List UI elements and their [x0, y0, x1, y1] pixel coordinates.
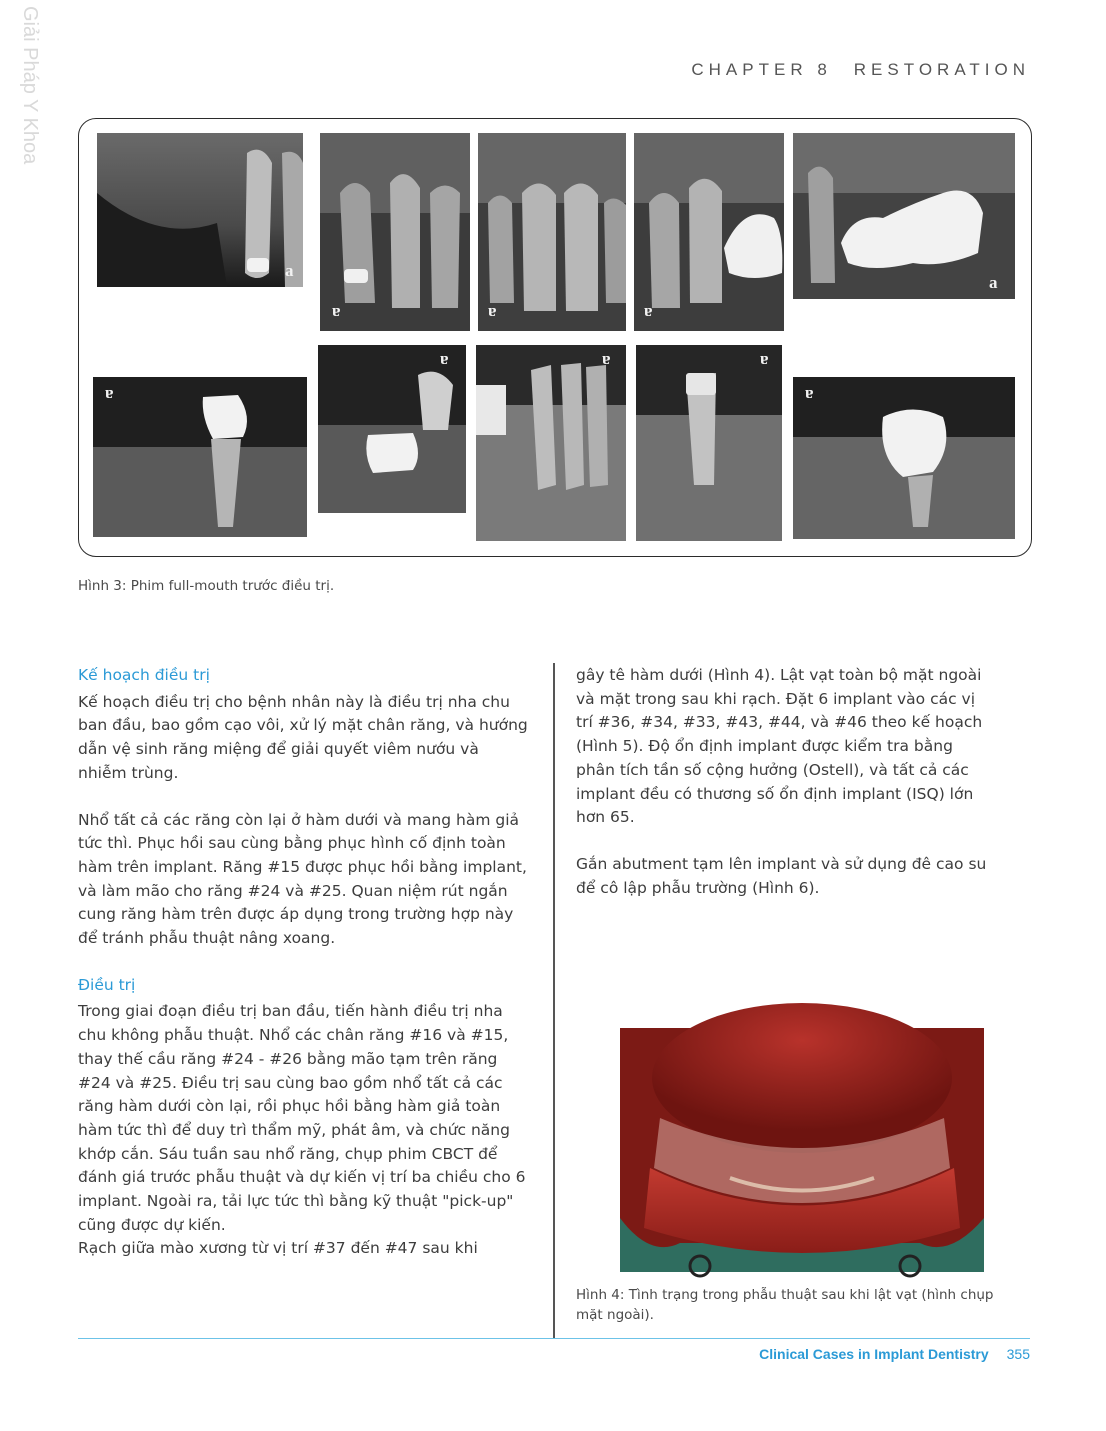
panel-label: a [989, 273, 998, 292]
paragraph: gây tê hàm dưới (Hình 4). Lật vạt toàn bộ mặt ngoài và mặt trong sau khi rạch. Đặt 6 implant vào các vị trí #36, #34, #33, #43, #44, và #46 theo kế hoạch (Hình 5). Độ ổn định implant được kiểm tra bằng phân tích tần số cộng hưởng (Ostell), và tất cả các implant đều có thương số ổn định implant (ISQ) lớn hơn 65. [576, 666, 983, 827]
panel-label: a [602, 352, 611, 371]
panel-label: a [332, 304, 341, 323]
radiograph-upper-anterior [478, 133, 626, 331]
radiograph-upper-left-molar [793, 133, 1015, 299]
radiograph-upper-right-premolar [320, 133, 470, 331]
paragraph: Nhổ tất cả các răng còn lại ở hàm dưới và mang hàm giả tức thì. Phục hồi sau cùng bằng phục hình cố định toàn hàm trên implant. Răng #15 được phục hồi bằng implant, và làm mão cho răng #24 và #25. Quan niệm rút ngắn cung răng hàm trên được áp dụng trong trường hợp này để tránh phẫu thuật nâng xoang. [78, 810, 527, 948]
figure-4-caption: Hình 4: Tình trạng trong phẫu thuật sau khi lật vạt (hình chụp mặt ngoài). [576, 1287, 994, 1323]
column-divider [553, 663, 555, 1338]
paragraph: Gắn abutment tạm lên implant và sử dụng đê cao su để cô lập phẫu trường (Hình 6). [576, 854, 987, 897]
paragraph: Kế hoạch điều trị cho bệnh nhân này là điều trị nha chu ban đầu, bao gồm cạo vôi, xử lý mặt chân răng, và hướng dẫn vệ sinh răng miệng để giải quyết viêm nướu và nhiễm trùng. [78, 692, 528, 782]
radiograph-lower-right-premolar [318, 345, 466, 513]
panel-label: a [440, 352, 449, 371]
panel-label: a [488, 304, 497, 323]
watermark-text [4, 4, 41, 174]
radiograph-lower-right-molar [93, 377, 307, 537]
panel-label: a [285, 261, 294, 280]
figure-3-radiograph-panel [78, 118, 1032, 557]
chapter-label: CHAPTER 8 [691, 60, 832, 79]
panel-label: a [105, 386, 114, 405]
radiograph-lower-anterior [476, 345, 626, 541]
panel-label: a [644, 304, 653, 323]
left-column [78, 664, 530, 1261]
radiograph-lower-left-premolar [636, 345, 782, 541]
figure-3-caption: Hình 3: Phim full-mouth trước điều trị. [78, 578, 335, 594]
radiograph-lower-left-molar [793, 377, 1015, 539]
running-header [691, 60, 1030, 80]
page-number: 355 [1006, 1346, 1030, 1362]
figure-4-intraoral-photo [620, 1028, 984, 1272]
radiograph-upper-left-premolar [634, 133, 784, 331]
footer-rule [78, 1338, 1030, 1339]
radiograph-upper-right-molar [97, 133, 303, 287]
heading-treatment: Điều trị [78, 975, 136, 994]
panel-label: a [805, 386, 814, 405]
svg-text:Giải Pháp Y Khoa: Giải Pháp Y Khoa [19, 6, 41, 165]
paragraph: Rạch giữa mào xương từ vị trí #37 đến #47 sau khi [78, 1239, 478, 1258]
heading-treatment-plan: Kế hoạch điều trị [78, 666, 210, 684]
panel-label: a [760, 352, 769, 371]
paragraph: Trong giai đoạn điều trị ban đầu, tiến hành điều trị nha chu không phẫu thuật. Nhổ các chân răng #16 và #15, thay thế cầu răng #24 - #26 bằng mão tạm trên răng #24 và #25. Điều trị sau cùng bao gồm nhổ tất cả các răng hàm dưới còn lại, rồi phục hồi bằng hàm giả toàn hàm tức thì để duy trì thẩm mỹ, phát âm, và chức năng khớp cắn. Sáu tuần sau nhổ răng, chụp phim CBCT để đánh giá trước phẫu thuật và dự kiến vị trí ba chiều cho 6 implant. Ngoài ra, tải lực tức thì bằng kỹ thuật "pick-up" cũng được dự kiến. [78, 1002, 526, 1234]
right-column [576, 664, 994, 900]
section-label: RESTORATION [853, 60, 1030, 79]
book-title: Clinical Cases in Implant Dentistry [759, 1346, 989, 1362]
page-footer [759, 1346, 1030, 1362]
